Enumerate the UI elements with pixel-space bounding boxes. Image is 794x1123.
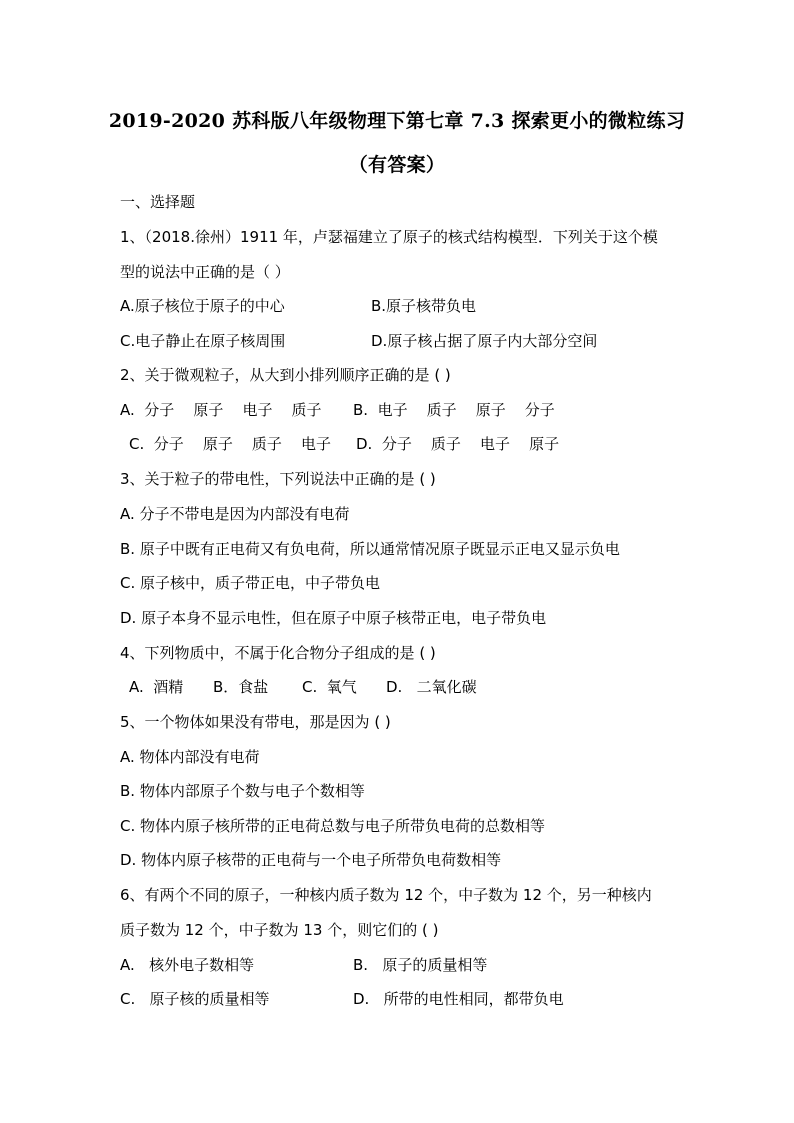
q2-option-c: C. 分子 原子 质子 电子 <box>129 435 331 453</box>
q1-option-d: D.原子核占据了原子内大部分空间 <box>371 332 598 350</box>
q4-option-d: D. 二氧化碳 <box>386 678 477 696</box>
q2-option-b: B. 电子 质子 原子 分子 <box>353 401 555 419</box>
q4-option-c: C. 氧气 <box>302 678 357 696</box>
q6-option-c: C. 原子核的质量相等 <box>120 990 270 1008</box>
q1-option-a: A.原子核位于原子的中心 <box>120 297 285 315</box>
q3-option-d: D. 原子本身不显示电性，但在原子中原子核带正电，电子带负电 <box>120 609 547 627</box>
q6-option-d: D. 所带的电性相同，都带负电 <box>353 990 564 1008</box>
q1-option-c: C.电子静止在原子核周围 <box>120 332 286 350</box>
q3-option-a: A. 分子不带电是因为内部没有电荷 <box>120 505 350 523</box>
q4-stem: 4、下列物质中，不属于化合物分子组成的是 ( ) <box>120 644 436 662</box>
q5-stem: 5、一个物体如果没有带电，那是因为 ( ) <box>120 713 391 731</box>
q6-stem-line1: 6、有两个不同的原子，一种核内质子数为 12 个，中子数为 12 个，另一种核内 <box>120 886 652 904</box>
q3-option-b: B. 原子中既有正电荷又有负电荷，所以通常情况原子既显示正电又显示负电 <box>120 540 620 558</box>
q6-option-a: A. 核外电子数相等 <box>120 956 255 974</box>
q5-option-a: A. 物体内部没有电荷 <box>120 748 260 766</box>
q2-stem: 2、关于微观粒子，从大到小排列顺序正确的是 ( ) <box>120 366 451 384</box>
q3-option-c: C. 原子核中，质子带正电，中子带负电 <box>120 574 381 592</box>
document-title-line1: 2019-2020 苏科版八年级物理下第七章 7.3 探索更小的微粒练习 <box>108 110 686 132</box>
section-heading: 一、选择题 <box>120 193 196 211</box>
q1-stem-line2: 型的说法中正确的是（ ） <box>120 263 290 281</box>
q4-option-b: B．食盐 <box>213 678 269 696</box>
q2-option-d: D. 分子 质子 电子 原子 <box>356 435 560 453</box>
q1-stem-line1: 1、（2018.徐州）1911 年，卢瑟福建立了原子的核式结构模型．下列关于这个模 <box>120 228 658 246</box>
q5-option-d: D. 物体内原子核带的正电荷与一个电子所带负电荷数相等 <box>120 851 502 869</box>
document-title-line2: （有答案） <box>348 154 446 176</box>
q2-option-a: A. 分子 原子 电子 质子 <box>120 401 322 419</box>
q4-option-a: A. 酒精 <box>129 678 184 696</box>
q6-option-b: B. 原子的质量相等 <box>353 956 488 974</box>
q6-stem-line2: 质子数为 12 个，中子数为 13 个，则它们的 ( ) <box>120 921 439 939</box>
q3-stem: 3、关于粒子的带电性，下列说法中正确的是 ( ) <box>120 470 436 488</box>
q1-option-b: B.原子核带负电 <box>371 297 477 315</box>
q5-option-b: B. 物体内部原子个数与电子个数相等 <box>120 782 365 800</box>
q5-option-c: C. 物体内原子核所带的正电荷总数与电子所带负电荷的总数相等 <box>120 817 546 835</box>
